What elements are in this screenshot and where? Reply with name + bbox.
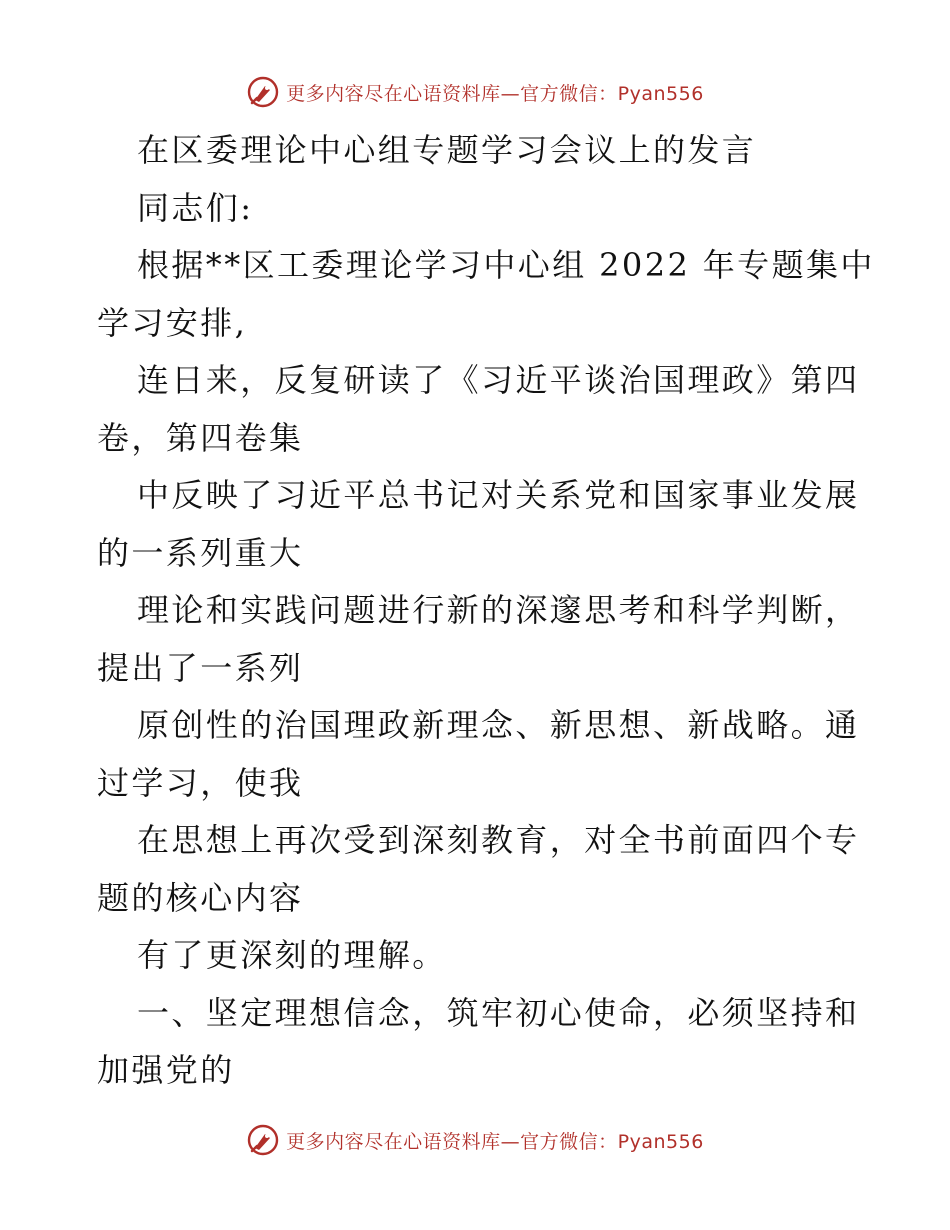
paragraph-line: 有了更深刻的理解。: [137, 936, 447, 974]
header-watermark: [0, 72, 950, 112]
footer-watermark: [0, 1120, 950, 1160]
paragraph-line: 过学习，使我: [97, 763, 304, 802]
section-heading-line: 加强党的: [97, 1051, 235, 1089]
pen-nib-seal-logo: [246, 75, 280, 109]
paragraph-line: 卷，第四卷集: [97, 418, 304, 457]
paragraph-line: 中反映了习近平总书记对关系党和国家事业发展: [137, 476, 860, 514]
paragraph-line: 的一系列重大: [97, 533, 304, 572]
document-body: [97, 122, 875, 1100]
paragraph-line: 学习安排,: [97, 303, 248, 342]
paragraph-line: 连日来，反复研读了《习近平谈治国理政》第四: [137, 361, 860, 399]
paragraph-line: 题的核心内容: [97, 878, 304, 917]
paragraph-line: 提出了一系列: [97, 648, 304, 687]
paragraph-line: 理论和实践问题进行新的深邃思考和科学判断，: [137, 591, 860, 629]
salutation: 同志们:: [137, 188, 254, 227]
paragraph-line: 原创性的治国理政新理念、新思想、新战略。通: [137, 706, 860, 744]
section-heading-line: 一、坚定理想信念，筑牢初心使命，必须坚持和: [137, 993, 860, 1032]
paragraph-line: 在思想上再次受到深刻教育，对全书前面四个专: [137, 821, 860, 859]
document-title: 在区委理论中心组专题学习会议上的发言: [137, 131, 757, 169]
paragraph-line: 根据**区工委理论学习中心组 2022 年专题集中: [137, 246, 875, 284]
pen-nib-seal-logo: [246, 1123, 280, 1157]
watermark-text: 更多内容尽在心语资料库—官方微信：Pyan556: [286, 82, 704, 105]
watermark-text: 更多内容尽在心语资料库—官方微信：Pyan556: [286, 1130, 704, 1153]
